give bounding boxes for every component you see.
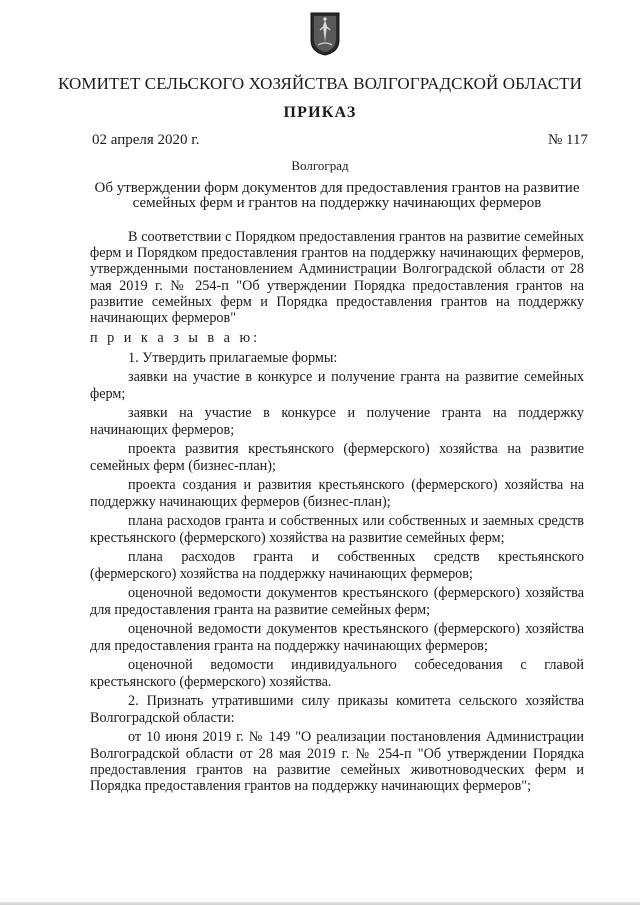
preamble-paragraph: В соответствии с Порядком предоставления грантов на развитие семейных ферм и Порядком предоставления грантов на поддержку начинающих фермеров, утвержденными постановлением Администрации Волгоградской области от 28 мая 2019 г. № 254-п "Об утверждении Порядка предоставления грантов на развитие семейных ферм и Порядка предоставления грантов на поддержку начинающих фермеров" [90, 229, 584, 327]
order-date: 02 апреля 2020 г. [92, 132, 200, 148]
form-item: проекта создания и развития крестьянского (фермерского) хозяйства на поддержку начинающих фермеров (бизнес-план); [90, 477, 584, 510]
item-1-heading: 1. Утвердить прилагаемые формы: [128, 349, 338, 366]
order-body [90, 229, 584, 798]
coat-of-arms-emblem [310, 12, 340, 56]
orders-word: п р и к а з ы в а ю: [90, 329, 261, 346]
form-item: оценочной ведомости индивидуального собеседования с главой крестьянского (фермерского) хозяйства. [90, 657, 584, 690]
committee-name: КОМИТЕТ СЕЛЬСКОГО ХОЗЯЙСТВА ВОЛГОГРАДСКОЙ ОБЛАСТИ [57, 74, 582, 93]
form-item: заявки на участие в конкурсе и получение гранта на развитие семейных ферм; [90, 369, 584, 402]
form-item: проекта развития крестьянского (фермерского) хозяйства на развитие семейных ферм (бизнес-план); [90, 441, 584, 474]
item-2-heading: 2. Признать утратившими силу приказы комитета сельского хозяйства Волгоградской области: [90, 693, 584, 726]
document-type-title: ПРИКАЗ [283, 104, 357, 121]
form-item: оценочной ведомости документов крестьянского (фермерского) хозяйства для предоставления гранта на развитие семейных ферм; [90, 585, 584, 618]
form-item: плана расходов гранта и собственных средств крестьянского (фермерского) хозяйства на поддержку начинающих фермеров; [90, 549, 584, 582]
order-number: № 117 [547, 132, 588, 148]
repealed-order-item: от 10 июня 2019 г. № 149 "О реализации постановления Администрации Волгоградской области от 28 мая 2019 г. № 254-п "Об утверждении Порядка предоставления грантов на развитие семейных животноводческих ферм и Порядка предоставления грантов на поддержку начинающих фермеров"; [90, 729, 584, 795]
form-item: заявки на участие в конкурсе и получение гранта на поддержку начинающих фермеров; [90, 405, 584, 438]
order-subject: Об утверждении форм документов для предоставления грантов на развитие семейных ферм и грантов на поддержку начинающих фермеров [94, 180, 580, 211]
form-item: плана расходов гранта и собственных или собственных и заемных средств крестьянского (фермерского) хозяйства на развитие семейных ферм; [90, 513, 584, 546]
form-item: оценочной ведомости документов крестьянского (фермерского) хозяйства для предоставления гранта на поддержку начинающих фермеров; [90, 621, 584, 654]
city-name: Волгоград [291, 158, 349, 173]
